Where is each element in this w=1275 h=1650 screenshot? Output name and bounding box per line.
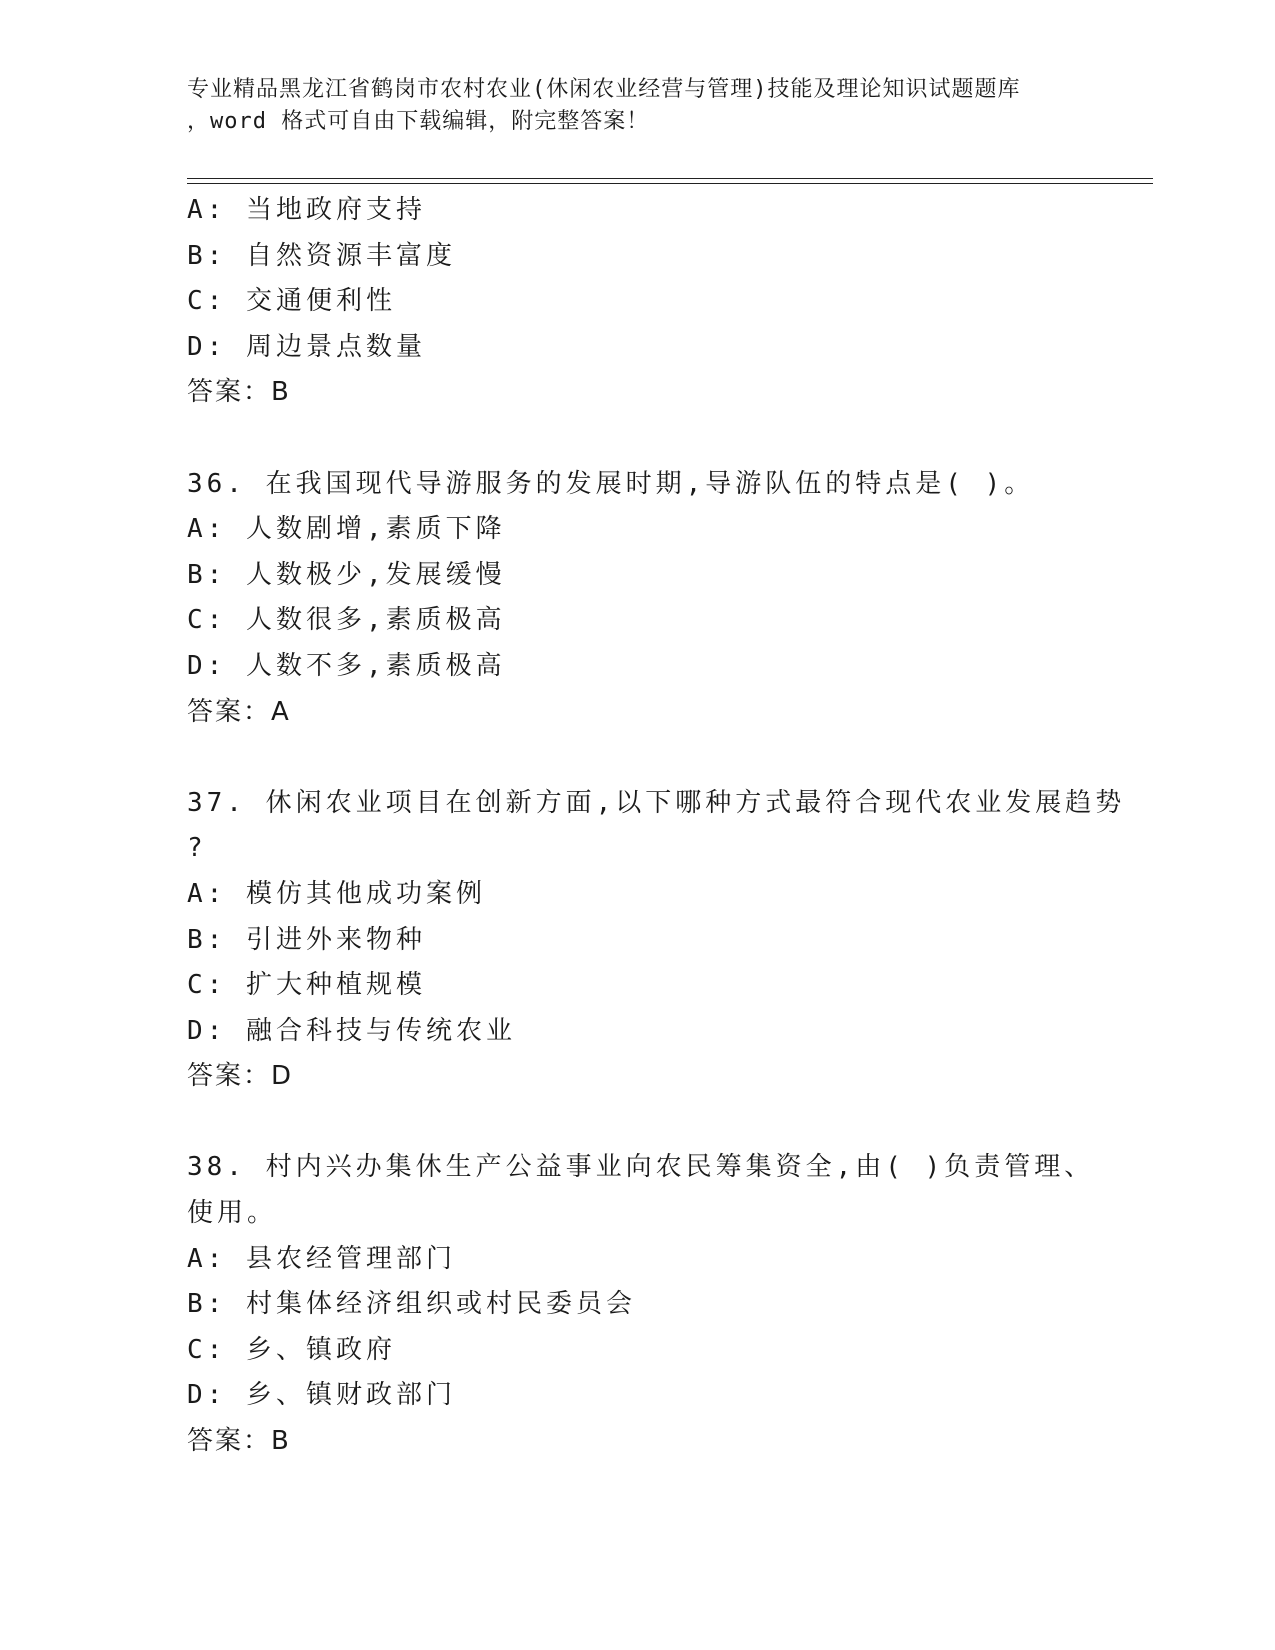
answer-line: 答案：B xyxy=(187,1426,291,1457)
header-divider-top xyxy=(187,178,1153,179)
option-d: D: 融合科技与传统农业 xyxy=(187,1015,516,1046)
question-block xyxy=(187,781,1153,1100)
question-list xyxy=(187,188,1153,1465)
block-spacer xyxy=(187,1100,1153,1146)
question-block xyxy=(187,462,1153,736)
question-block xyxy=(187,188,1153,416)
option-d: D: 人数不多,素质极高 xyxy=(187,650,506,681)
answer-line: 答案：D xyxy=(187,1061,294,1092)
header-divider-bottom xyxy=(187,183,1153,184)
option-b: B: 自然资源丰富度 xyxy=(187,240,456,271)
option-c: C: 扩大种植规模 xyxy=(187,970,426,1001)
option-b: B: 村集体经济组织或村民委员会 xyxy=(187,1289,636,1320)
question-text: 37. 休闲农业项目在创新方面,以下哪种方式最符合现代农业发展趋势 xyxy=(187,787,1126,818)
question-text: 36. 在我国现代导游服务的发展时期,导游队伍的特点是( )。 xyxy=(187,468,1035,499)
question-text-continued: 使用。 xyxy=(187,1198,278,1229)
block-spacer xyxy=(187,735,1153,781)
option-a: A: 人数剧增,素质下降 xyxy=(187,514,506,545)
answer-line: 答案：A xyxy=(187,696,291,727)
header-title-line-2: ，word 格式可自由下载编辑，附完整答案！ xyxy=(187,109,650,134)
option-d: D: 乡、镇财政部门 xyxy=(187,1380,456,1411)
question-text: 38. 村内兴办集休生产公益事业向农民筹集资全,由( )负责管理、 xyxy=(187,1152,1095,1183)
question-text-continued: ? xyxy=(187,833,207,864)
option-a: A: 当地政府支持 xyxy=(187,195,426,225)
option-c: C: 交通便利性 xyxy=(187,286,396,317)
option-d: D: 周边景点数量 xyxy=(187,331,426,362)
option-c: C: 人数很多,素质极高 xyxy=(187,605,506,636)
question-block xyxy=(187,1145,1153,1464)
option-a: A: 县农经管理部门 xyxy=(187,1243,456,1274)
document-header xyxy=(187,74,1117,138)
block-spacer xyxy=(187,416,1153,462)
option-a: A: 模仿其他成功案例 xyxy=(187,878,486,909)
header-title-line-1: 专业精品黑龙江省鹤岗市农村农业(休闲农业经营与管理)技能及理论知识试题题库 xyxy=(187,77,1021,102)
option-c: C: 乡、镇政府 xyxy=(187,1334,396,1365)
option-b: B: 人数极少,发展缓慢 xyxy=(187,559,506,590)
option-b: B: 引进外来物种 xyxy=(187,924,426,955)
answer-line: 答案：B xyxy=(187,377,291,408)
